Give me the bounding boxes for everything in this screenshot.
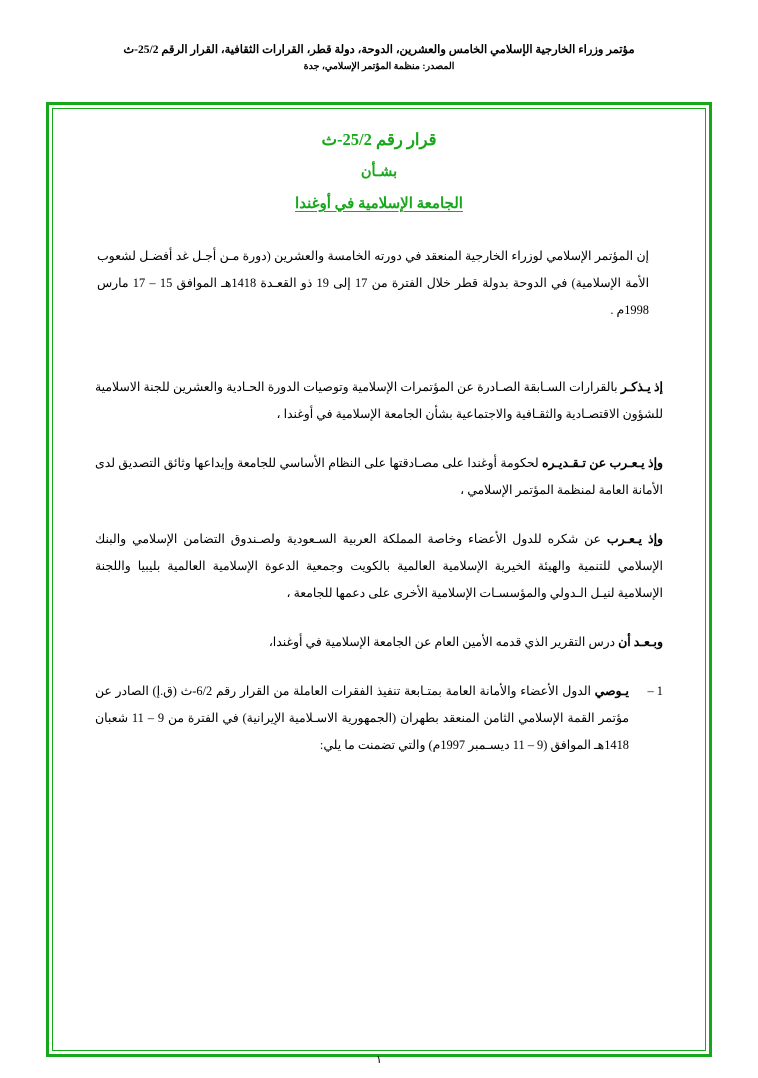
preamble-text-2: لحكومة أوغندا على مصـادقتها على النظام الأساسي للجامعة وإيداعها وثائق التصديق لدى الأمانة العامة لمنظمة المؤتمر الإسلامي ، [95,456,663,497]
resolution-title: قرار رقم 25/2-ث [321,130,437,149]
preamble-text-1: بالقرارات السـابقة الصـادرة عن المؤتمرات الإسلامية وتوصيات الدورة الحـادية والعشرين للجنة الاسلامية للشؤون الاقتصـادية والثقـافية والاجتماعية بشأن الجامعة الإسلامية في أوغندا ، [95,380,663,421]
clause-number: 1 – [647,684,663,698]
green-border-frame [46,102,712,1057]
resolution-subtitle: بشـأن [360,164,398,180]
clause-item [91,678,667,759]
resolution-topic: الجامعة الإسلامية في أوغندا [295,196,463,212]
document-content [91,127,667,769]
preamble-lead-2: وإذ يـعـرب عن تـقـديـره [542,456,664,470]
preamble-lead-1: إذ يـذكـر [620,380,663,394]
preamble-lead-3: وإذ يـعـرب [606,532,663,546]
clause-text: الدول الأعضاء والأمانة العامة بمتـابعة تنفيذ الفقرات العاملة من القرار رقم 6/2-ث (ق.إ) الصادر عن مؤتمر القمة الإسلامي الثامن المنعقد بطهران (الجمهورية الاسـلامية الإيرانية) في الفترة من 9 – 11 شعبان 1418هـ الموافق (9 – 11 ديسـمبر 1997م) والتي تضمنت ما يلي: [95,684,630,752]
running-header [0,42,758,74]
title-block [91,127,667,217]
preamble-lead-4: وبـعـد أن [618,635,663,649]
preamble-paragraph-3 [91,526,667,607]
preamble-text-4: درس التقرير الذي قدمه الأمين العام عن الجامعة الإسلامية في أوغندا، [268,635,619,649]
preamble-paragraph-4 [91,629,667,656]
page-number: ١ [376,1054,382,1066]
preamble-paragraph-2 [91,450,667,504]
header-line-1: مؤتمر وزراء الخارجية الإسلامي الخامس والعشرين، الدوحة، دولة قطر، القرارات الثقافية، القرار الرقم 25/2-ث [123,44,635,56]
spacer [91,360,667,374]
clause-body [95,678,629,759]
intro-paragraph: إن المؤتمر الإسلامي لوزراء الخارجية المنعقد في دورته الخامسة والعشرين (دورة مـن أجـل غد أفضـل لشعوب الأمة الإسلامية) في الدوحة بدولة قطر خلال الفترة من 17 إلى 19 ذو القعـدة 1418هـ الموافق 15 – 17 مارس 1998م . [97,249,650,317]
preamble-paragraph-1 [91,374,667,428]
clause-lead: يـوصي [594,684,629,698]
header-line-2: المصدر: منظمة المؤتمر الإسلامي، جدة [303,62,455,72]
preamble-text-3: عن شكره للدول الأعضاء وخاصة المملكة العربية السـعودية ولصـندوق التضامن الإسلامي والبنك الإسلامي للتنمية والهيئة الخيرية الإسلامية العالمية بالكويت وجمعية الدعوة الإسلامية العالمية بليبيا واللجنة الإسلامية لنيـل الـدولي والمؤسسـات الإسلامية الأخرى على دعمها للجامعة ، [95,532,663,600]
